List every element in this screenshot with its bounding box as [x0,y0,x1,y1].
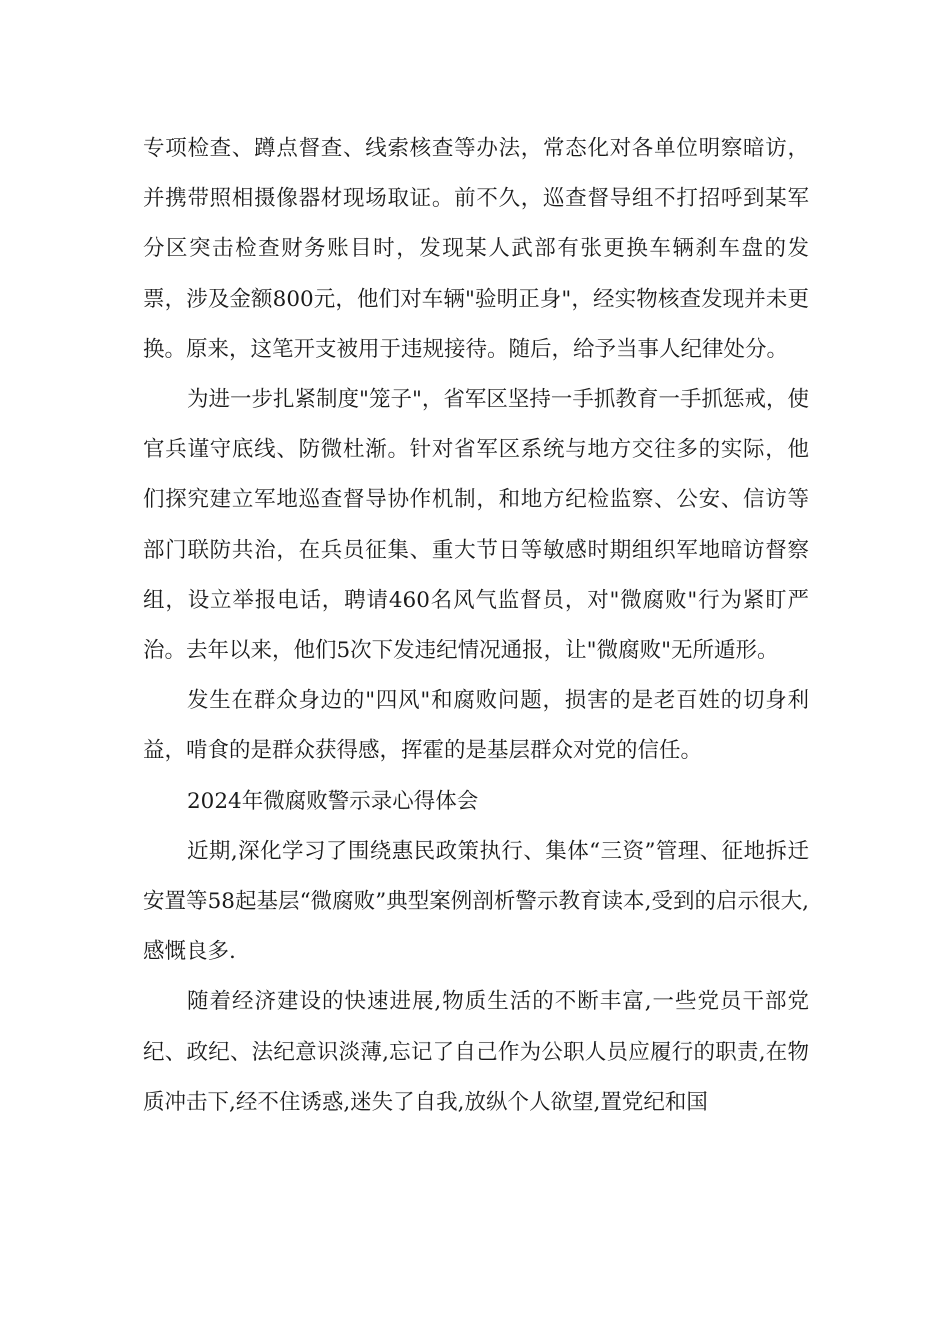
paragraph-study-cases: 近期,深化学习了围绕惠民政策执行、集体“三资”管理、征地拆迁安置等58起基层“微腐败”典型案例剖析警示教育读本,受到的启示很大,感慨良多. [143,838,809,965]
paragraph-four-winds: 发生在群众身边的"四风"和腐败问题，损害的是老百姓的切身利益，啃食的是群众获得感，挥霍的是基层群众对党的信任。 [143,688,809,764]
paragraph-system-cage: 为进一步扎紧制度"笼子"，省军区坚持一手抓教育一手抓惩戒，使官兵谨守底线、防微杜渐。针对省军区系统与地方交往多的实际，他们探究建立军地巡查督导协作机制，和地方纪检监察、公安、信访等部门联防共治，在兵员征集、重大节日等敏感时期组织军地暗访督察组，设立举报电话，聘请460名风气监督员，对"微腐败"行为紧盯严治。去年以来，他们5次下发违纪情况通报，让"微腐败"无所遁形。 [143,387,809,664]
paragraph-continuation: 专项检查、蹲点督查、线索核查等办法，常态化对各单位明察暗访，并携带照相摄像器材现场取证。前不久，巡查督导组不打招呼到某军分区突击检查财务账目时，发现某人武部有张更换车辆刹车盘的发票，涉及金额800元，他们对车辆"验明正身"，经实物核查发现并未更换。原来，这笔开支被用于违规接待。随后，给予当事人纪律处分。 [143,136,809,362]
section-heading: 2024年微腐败警示录心得体会 [187,788,479,814]
paragraph-economic-development: 随着经济建设的快速进展,物质生活的不断丰富,一些党员干部党纪、政纪、法纪意识淡薄,忘记了自己作为公职人员应履行的职责,在物质冲击下,经不住诱惑,迷失了自我,放纵个人欲望,置党纪和国 [143,989,809,1115]
document-body [143,124,809,1128]
